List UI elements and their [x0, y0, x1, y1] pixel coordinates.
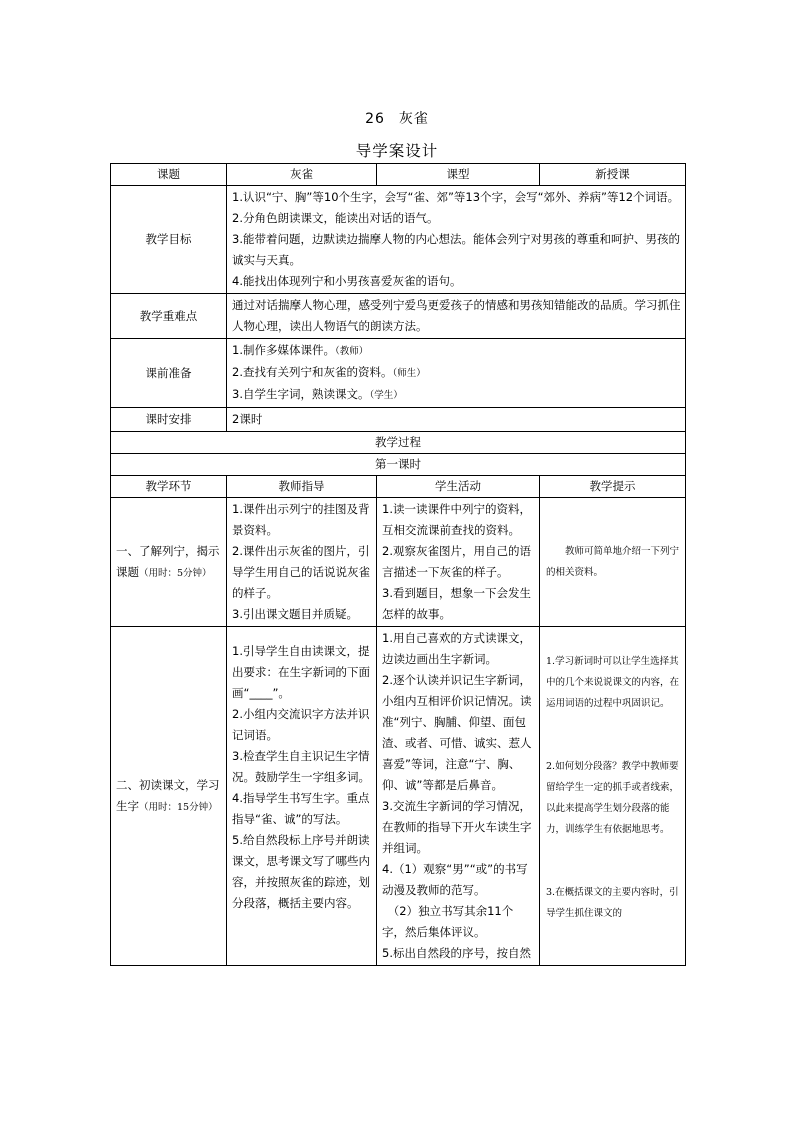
student-step: 3.交流生字新词的学习情况，在教师的指导下开火车读生字并组词。: [382, 799, 532, 855]
student-step: 2.逐个认读并识记生字新词，小组内互相评价识记情况。读准“列宁、胸脯、仰望、面包渣、或者、可惜、诚实、惹人喜爱”等词，注意“宁、胸、仰、诚”等都是后鼻音。: [382, 673, 532, 792]
stage-cell: [111, 627, 227, 966]
schedule-label: 课时安排: [111, 408, 227, 432]
stage-cell: [111, 498, 227, 627]
teacher-step: 3.引出课文题目并质疑。: [232, 607, 358, 621]
prep-note: （师生）: [392, 368, 426, 379]
stage-time: （用时：5分钟）: [139, 567, 212, 579]
goal-item: 4.能找出体现列宁和小男孩喜爱灰雀的语句。: [232, 274, 462, 288]
topic-label: 课题: [111, 164, 227, 186]
column-header-stage: 教学环节: [111, 476, 227, 498]
teacher-guidance-cell: [227, 498, 377, 627]
teacher-guidance-cell: [227, 627, 377, 966]
topic-value: 灰雀: [227, 164, 377, 186]
key-points-label: 教学重难点: [111, 294, 227, 339]
stage-title: 一、了解列宁，揭示课题: [116, 543, 220, 579]
lesson-plan-table: [110, 163, 686, 966]
teaching-hint-cell: [540, 498, 686, 627]
teacher-step: 5.给自然段标上序号并朗读课文，思考课文写了哪些内容，并按照灰雀的踪迹，划分段落，概括主要内容。: [232, 833, 370, 910]
process-title: 教学过程: [111, 432, 686, 454]
hint-item: 2.如何划分段落？教学中教师要留给学生一定的抓手或者线索，以此来提高学生划分段落的能力，训练学生有依据地思考。: [546, 761, 680, 835]
teacher-step: 2.小组内交流识字方法并识记词语。: [232, 707, 370, 742]
prep-text: 1.制作多媒体课件。: [232, 343, 335, 357]
student-step: 2.观察灰雀图片，用自己的语言描述一下灰雀的样子。: [382, 544, 531, 579]
type-value: 新授课: [540, 164, 686, 186]
teacher-step: 2.课件出示灰雀的图片，引导学生用自己的话说说灰雀的样子。: [232, 544, 370, 600]
hint-item: 教师可简单地介绍一下列宁的相关资料。: [546, 546, 680, 578]
goals-label: 教学目标: [111, 186, 227, 294]
student-activity-cell: [377, 498, 540, 627]
student-step: （2）独立书写其余11个字，然后集体评议。: [382, 904, 514, 939]
teaching-hint-cell: [540, 627, 686, 966]
hint-item: 1.学习新词时可以让学生选择其中的几个来说说课文的内容，在运用词语的过程中巩固识记。: [546, 656, 680, 709]
hint-item: 3.在概括课文的主要内容时，引导学生抓住课文的: [546, 887, 679, 919]
student-step: 1.用自己喜欢的方式读课文，边读边画出生字新词。: [382, 631, 531, 666]
goal-item: 2.分角色朗读课文，能读出对话的语气。: [232, 211, 439, 225]
stage-title: 二、初读课文，学习生字: [116, 777, 220, 813]
schedule-value: 2课时: [227, 408, 686, 432]
period-title: 第一课时: [111, 454, 686, 476]
prep-text: 2.查找有关列宁和灰雀的资料。: [232, 365, 393, 379]
lesson-number: 26: [365, 111, 385, 127]
process-row: [111, 498, 686, 627]
lesson-title: 灰雀: [398, 111, 429, 127]
teacher-step: 1.引导学生自由读课文，提出要求：在生字新词的下面画“____”。: [232, 644, 370, 700]
preparation-label: 课前准备: [111, 339, 227, 408]
lesson-heading: [0, 108, 794, 128]
process-row: [111, 627, 686, 966]
teacher-step: 3.检查学生自主识记生字情况。鼓励学生一字组多词。: [232, 749, 370, 784]
student-step: 1.读一读课件中列宁的资料，互相交流课前查找的资料。: [382, 502, 531, 537]
teacher-step: 4.指导学生书写生字。重点指导“雀、诚”的写法。: [232, 791, 370, 826]
prep-item: [232, 340, 681, 362]
type-label: 课型: [377, 164, 540, 186]
student-step: 3.看到题目，想象一下会发生怎样的故事。: [382, 586, 531, 621]
goal-item: 3.能带着问题，边默读边揣摩人物的内心想法。能体会列宁对男孩的尊重和呵护、男孩的诚实与天真。: [232, 232, 680, 267]
preparation-cell: [227, 339, 686, 408]
prep-text: 3.自学生字词，熟读课文。: [232, 387, 370, 401]
prep-item: [232, 362, 681, 384]
column-header-student: 学生活动: [377, 476, 540, 498]
prep-item: [232, 384, 681, 406]
document-subtitle: 导学案设计: [355, 142, 439, 160]
goal-item: 1.认识“宁、胸”等10个生字，会写“雀、郊”等13个字，会写“郊外、养病”等12个词语。: [232, 190, 680, 204]
student-step: 4.（1）观察“男”“或”的书写动漫及教师的范写。: [382, 862, 528, 897]
key-points-text: 通过对话揣摩人物心理，感受列宁爱鸟更爱孩子的情感和男孩知错能改的品质。学习抓住人物心理，读出人物语气的朗读方法。: [227, 294, 686, 339]
stage-time: （用时：15分钟）: [139, 801, 218, 813]
prep-note: （教师）: [334, 346, 369, 357]
student-step: 5.标出自然段的序号，按自然: [382, 946, 531, 960]
goals-cell: [227, 186, 686, 294]
prep-note: （学生）: [369, 390, 403, 401]
teacher-step: 1.课件出示列宁的挂图及背景资料。: [232, 502, 370, 537]
student-activity-cell: [377, 627, 540, 966]
column-header-teacher: 教师指导: [227, 476, 377, 498]
column-header-hint: 教学提示: [540, 476, 686, 498]
